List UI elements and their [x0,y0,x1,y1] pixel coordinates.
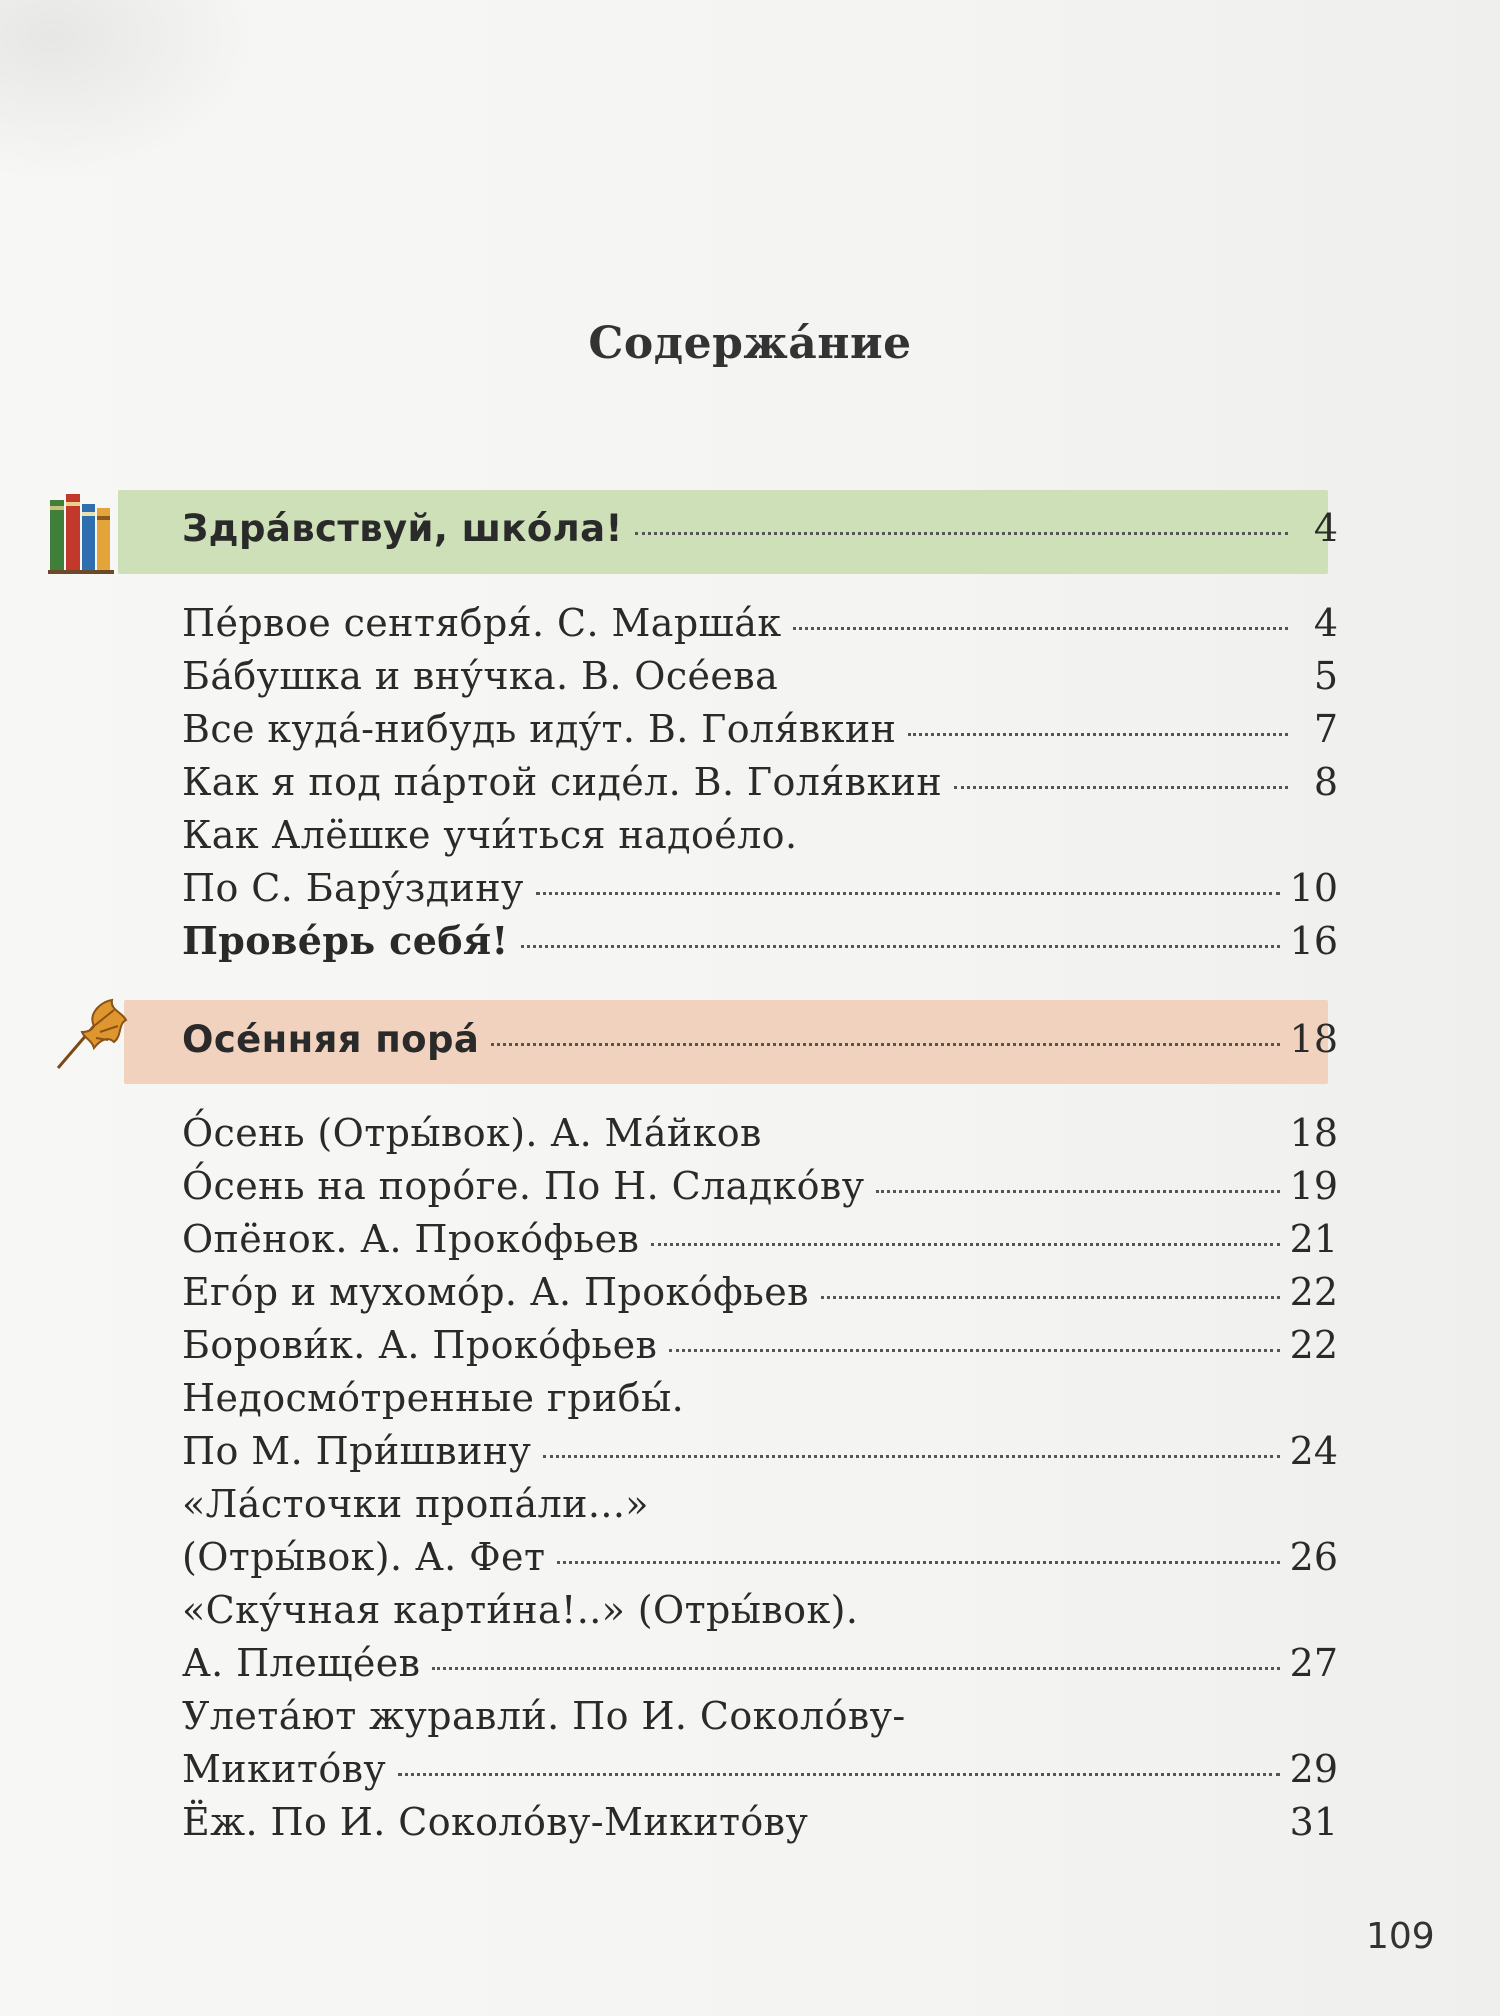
folio-page-number: 109 [1366,1916,1435,1957]
toc-entry[interactable] [182,651,1338,701]
section-title: Осе́нняя пора́ [182,1018,480,1061]
entry-title: А. Плеще́ев [182,1641,421,1685]
leader-dots [543,1455,1279,1458]
entry-title: Пе́рвое сентября́. С. Марша́к [182,601,782,645]
toc-entry[interactable] [182,1373,1338,1423]
page-title: Содержа́ние [588,318,912,369]
page-number: 4 [1313,506,1338,550]
leader-dots [821,1296,1280,1299]
leader-dots [954,786,1288,789]
entry-title: Микито́ву [182,1747,387,1791]
leader-dots [635,532,1288,535]
page-number: 21 [1289,1217,1338,1261]
entry-title: Улета́ют журавли́. По И. Соколо́ву- [182,1694,906,1738]
entry-title: Недосмо́тренные грибы́. [182,1376,685,1420]
entry-title: Прове́рь себя́! [182,918,509,963]
entry-title: Его́р и мухомо́р. А. Проко́фьев [182,1270,809,1314]
page-number: 19 [1289,1164,1338,1208]
toc-entry[interactable] [182,1585,1338,1635]
section-heading-school[interactable] [182,503,1338,553]
toc-entry[interactable] [182,1797,1338,1847]
books-icon [46,486,124,576]
entry-title: О́сень (Отры́вок). А. Ма́йков [182,1111,762,1155]
entry-title: О́сень на поро́ге. По Н. Сладко́ву [182,1164,865,1208]
entry-title: Опёнок. А. Проко́фьев [182,1217,640,1261]
toc-entry[interactable] [182,1532,1338,1582]
leader-dots [651,1243,1279,1246]
leader-dots [521,945,1280,948]
page-number: 18 [1289,1017,1338,1061]
page-number: 29 [1289,1747,1338,1791]
entry-title: Все куда́-нибудь иду́т. В. Голя́вкин [182,707,897,751]
toc-entry[interactable] [182,1161,1338,1211]
entry-title: Как Алёшке учи́ться надое́ло. [182,813,798,857]
section-title: Здра́вствуй, шко́ла! [182,507,623,550]
page-number: 26 [1289,1535,1338,1579]
page-number: 10 [1289,866,1338,910]
toc-entry[interactable] [182,1214,1338,1264]
page-number: 27 [1289,1641,1338,1685]
section-heading-autumn[interactable] [182,1014,1338,1064]
entry-title: По С. Бару́здину [182,866,524,910]
entry-title: Ба́бушка и вну́чка. В. Осе́ева [182,654,779,698]
toc-entry[interactable] [182,863,1338,913]
toc-entry[interactable] [182,1638,1338,1688]
leader-dots [432,1667,1279,1670]
toc-entry[interactable] [182,757,1338,807]
toc-entry-check-yourself[interactable] [182,916,1338,966]
toc-entry[interactable] [182,598,1338,648]
entry-title: Как я под па́ртой сиде́л. В. Голя́вкин [182,760,943,804]
leader-dots [669,1349,1279,1352]
leader-dots [557,1561,1279,1564]
page-number: 24 [1289,1429,1338,1473]
leaf-icon [48,996,130,1076]
leader-dots [908,733,1288,736]
toc-entry[interactable] [182,810,1338,860]
toc-entry[interactable] [182,1320,1338,1370]
page-number: 5 [1313,654,1338,698]
leader-dots [536,892,1280,895]
leader-dots [793,627,1288,630]
page-number: 8 [1313,760,1338,804]
page-number: 7 [1313,707,1338,751]
entry-title: «Ла́сточки пропа́ли...» [182,1482,649,1526]
entry-title: «Ску́чная карти́на!..» (Отры́вок). [182,1588,859,1632]
toc-entry[interactable] [182,1426,1338,1476]
entry-title: По М. При́швину [182,1429,532,1473]
toc-entry[interactable] [182,1691,1338,1741]
leader-dots [876,1190,1279,1193]
toc-entry[interactable] [182,1479,1338,1529]
page-number: 16 [1289,919,1338,963]
entry-title: (Отры́вок). А. Фет [182,1535,546,1579]
entry-title: Борови́к. А. Проко́фьев [182,1323,658,1367]
toc-entry[interactable] [182,1744,1338,1794]
toc-entry[interactable] [182,704,1338,754]
page-number: 22 [1289,1270,1338,1314]
page-number: 22 [1289,1323,1338,1367]
toc-entry[interactable] [182,1267,1338,1317]
leader-dots [491,1043,1279,1046]
page-number: 18 [1289,1111,1338,1155]
entry-title: Ёж. По И. Соколо́ву-Микито́ву [182,1800,809,1844]
page-number: 4 [1313,601,1338,645]
toc-entry[interactable] [182,1108,1338,1158]
leader-dots [398,1773,1279,1776]
page-number: 31 [1289,1800,1338,1844]
